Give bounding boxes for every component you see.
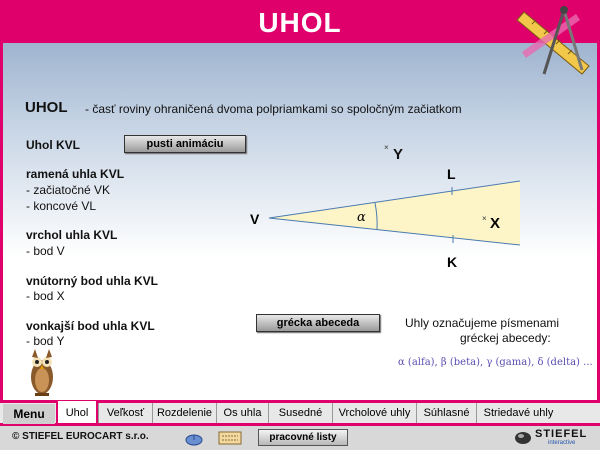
definition-text: - časť roviny ohraničená dvoma polpriamkami so spoločným začiatkom xyxy=(85,102,462,116)
point-y-mark: × xyxy=(384,143,389,152)
greek-alphabet-button[interactable]: grécka abeceda xyxy=(256,314,380,332)
compass-ruler-icon xyxy=(514,4,594,80)
nav-menu-button[interactable]: Menu xyxy=(3,404,55,424)
play-animation-button[interactable]: pusti animáciu xyxy=(124,135,246,153)
nav-item-susedne[interactable]: Susedné xyxy=(268,403,332,423)
greek-line1: Uhly označujeme písmenami xyxy=(405,316,560,330)
angle-region xyxy=(269,181,520,245)
content-area xyxy=(3,43,597,400)
owl-icon xyxy=(27,345,57,397)
footer xyxy=(0,426,600,450)
interior-value: - bod X xyxy=(26,289,65,303)
page-title: UHOL xyxy=(258,7,342,38)
vertex-value: - bod V xyxy=(26,244,65,258)
brand-logo: STIEFEL xyxy=(535,428,588,440)
nav-item-vrcholove[interactable]: Vrcholové uhly xyxy=(332,403,416,423)
nav-item-striedave[interactable]: Striedavé uhly xyxy=(476,403,560,423)
arms-title: ramená uhla KVL xyxy=(26,167,125,181)
label-x: X xyxy=(490,215,501,232)
stiefel-logo-icon xyxy=(514,430,532,446)
arm-start: - začiatočné VK xyxy=(26,183,111,197)
label-y: Y xyxy=(393,146,404,163)
header xyxy=(3,3,597,43)
angle-name: Uhol KVL xyxy=(26,138,80,152)
label-k: K xyxy=(447,254,458,270)
point-x-mark: × xyxy=(482,214,487,223)
exterior-title: vonkajší bod uhla KVL xyxy=(26,319,155,333)
copyright: © STIEFEL EUROCART s.r.o. xyxy=(12,431,149,442)
nav-bar xyxy=(0,401,600,425)
arm-end: - koncové VL xyxy=(26,199,97,213)
nav-item-suhlasne[interactable]: Súhlasné xyxy=(416,403,476,423)
angle-diagram xyxy=(243,163,543,283)
nav-item-os-uhla[interactable]: Os uhla xyxy=(216,403,268,423)
definition-term: UHOL xyxy=(25,99,68,116)
interior-title: vnútorný bod uhla KVL xyxy=(26,274,158,288)
exterior-value: - bod Y xyxy=(26,334,65,348)
greek-examples: α (alfa), β (beta), γ (gama), δ (delta) ... xyxy=(398,357,593,368)
nav-item-uhol[interactable]: Uhol xyxy=(56,401,98,425)
label-alpha: α xyxy=(357,210,366,225)
label-v: V xyxy=(250,211,260,227)
nav-item-rozdelenie[interactable]: Rozdelenie xyxy=(152,403,216,423)
label-l: L xyxy=(447,166,456,182)
keyboard-icon[interactable] xyxy=(218,431,242,445)
mouse-icon[interactable] xyxy=(184,430,204,446)
vertex-title: vrchol uhla KVL xyxy=(26,228,118,242)
greek-line2: gréckej abecedy: xyxy=(460,331,551,345)
worksheets-button[interactable]: pracovné listy xyxy=(258,429,348,446)
brand-logo-sub: interactive xyxy=(548,440,576,446)
nav-item-velkost[interactable]: Veľkosť xyxy=(98,403,152,423)
